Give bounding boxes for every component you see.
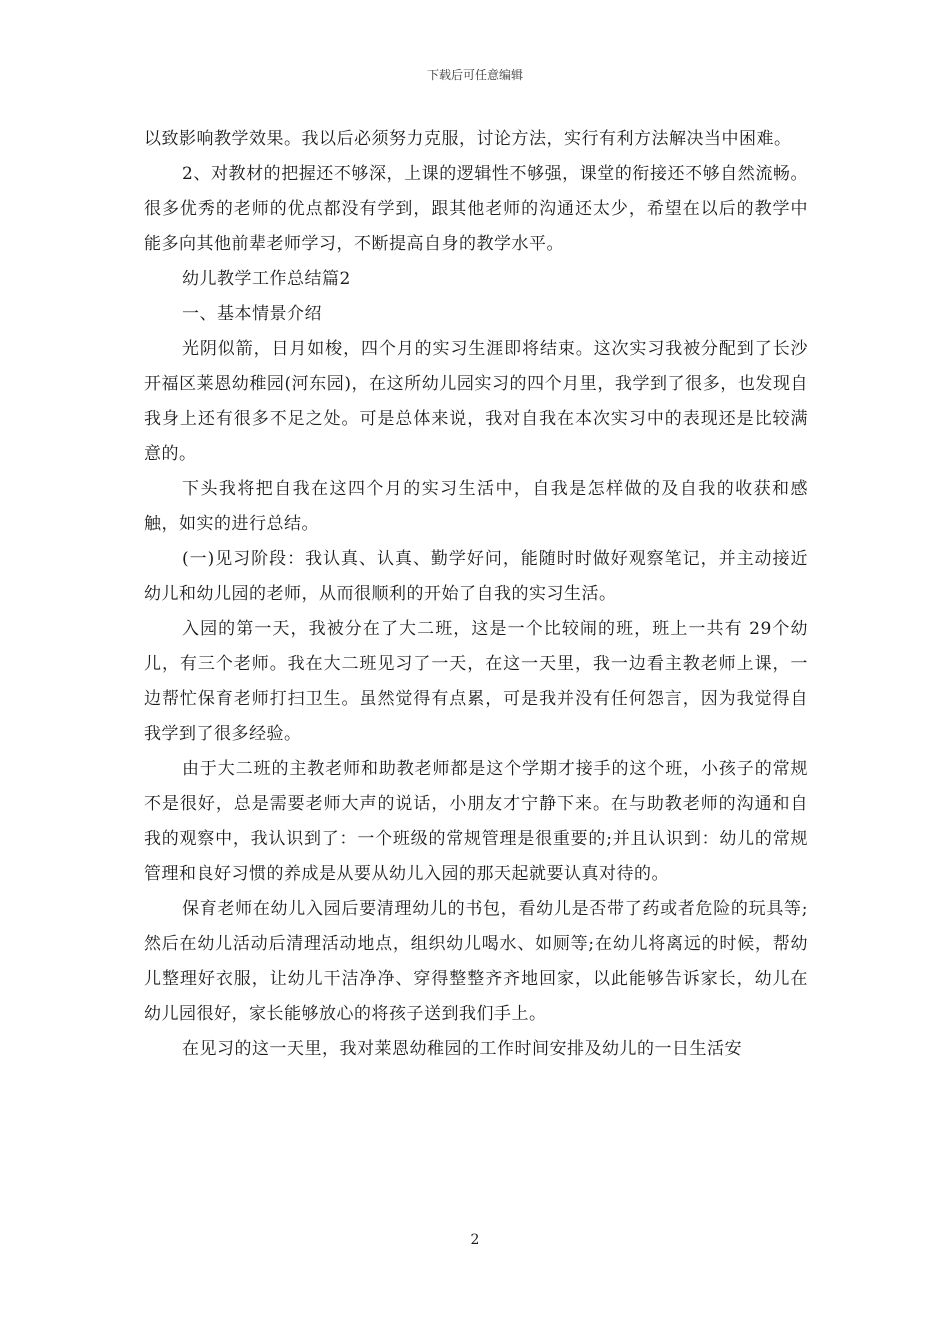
paragraph: 由于大二班的主教老师和助教老师都是这个学期才接手的这个班，小孩子的常规不是很好，总是需要老师大声的说话，小朋友才宁静下来。在与助教老师的沟通和自我的观察中，我认识到了：一个班级的常规管理是很重要的;并且认识到：幼儿的常规管理和良好习惯的养成是从要从幼儿入园的那天起就要认真对待的。	[144, 759, 808, 884]
paragraph: (一)见习阶段：我认真、认真、勤学好问，能随时时做好观察笔记，并主动接近幼儿和幼儿园的老师，从而很顺利的开始了自我的实习生活。	[144, 549, 808, 604]
paragraph: 光阴似箭，日月如梭，四个月的实习生涯即将结束。这次实习我被分配到了长沙开福区莱恩幼稚园(河东园)，在这所幼儿园实习的四个月里，我学到了很多，也发现自我身上还有很多不足之处。可是总体来说，我对自我在本次实习中的表现还是比较满意的。	[144, 339, 808, 464]
paragraph: 以致影响教学效果。我以后必须努力克服，讨论方法，实行有利方法解决当中困难。	[144, 129, 792, 149]
document-body	[144, 122, 808, 1067]
page-header: 下载后可任意编辑	[426, 68, 523, 82]
paragraph: 在见习的这一天里，我对莱恩幼稚园的工作时间安排及幼儿的一日生活安	[182, 1039, 742, 1059]
page-number: 2	[470, 1232, 480, 1248]
paragraph: 2、对教材的把握还不够深，上课的逻辑性不够强，课堂的衔接还不够自然流畅。很多优秀的老师的优点都没有学到，跟其他老师的沟通还太少，希望在以后的教学中能多向其他前辈老师学习，不断提高自身的教学水平。	[144, 164, 808, 254]
paragraph: 下头我将把自我在这四个月的实习生活中，自我是怎样做的及自我的收获和感触，如实的进行总结。	[144, 479, 808, 534]
section-heading: 一、基本情景介绍	[182, 304, 322, 324]
paragraph: 保育老师在幼儿入园后要清理幼儿的书包，看幼儿是否带了药或者危险的玩具等;然后在幼儿活动后清理活动地点，组织幼儿喝水、如厕等;在幼儿将离远的时候，帮幼儿整理好衣服，让幼儿干洁净净、穿得整整齐齐地回家，以此能够告诉家长，幼儿在幼儿园很好，家长能够放心的将孩子送到我们手上。	[144, 899, 808, 1024]
section-title: 幼儿教学工作总结篇2	[182, 269, 351, 289]
paragraph: 入园的第一天，我被分在了大二班，这是一个比较闹的班，班上一共有 29个幼儿，有三个老师。我在大二班见习了一天，在这一天里，我一边看主教老师上课，一边帮忙保育老师打扫卫生。虽然觉得有点累，可是我并没有任何怨言，因为我觉得自我学到了很多经验。	[144, 619, 808, 744]
